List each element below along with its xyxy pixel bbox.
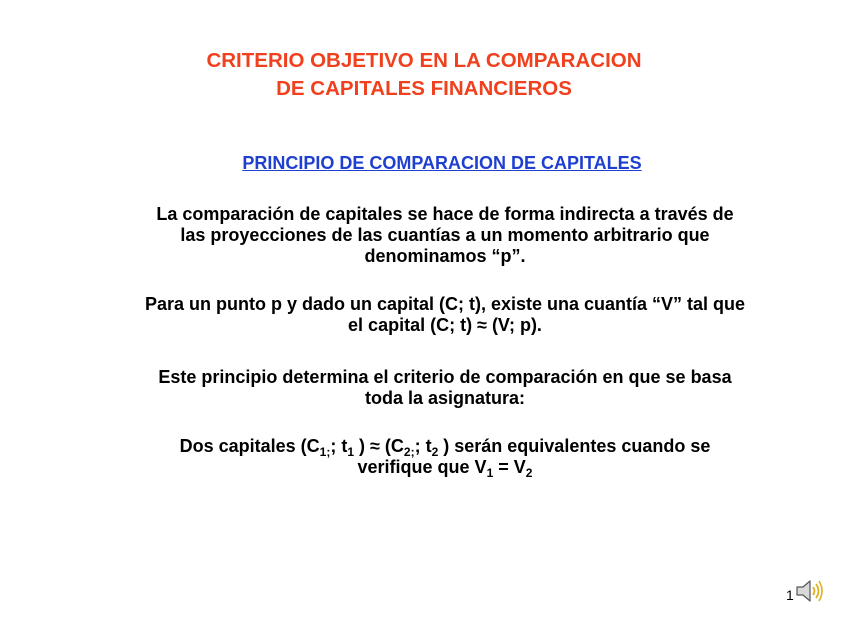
eq-text: verifique que V [357,457,487,477]
eq-text: ) ≈ (C [354,436,404,456]
paragraph-line: las proyecciones de las cuantías a un momento arbitrario que [180,225,710,245]
equivalence-line-1 [70,436,820,457]
eq-subscript: 1 [486,466,494,480]
speaker-icon-graphic [794,576,824,606]
paragraph-equivalence [70,436,820,478]
eq-text: ; t [330,436,348,456]
eq-text: Dos capitales (C [179,436,320,456]
eq-text: ) serán equivalentes cuando se [438,436,711,456]
eq-subscript: 2 [525,466,533,480]
slide-title-line-1: CRITERIO OBJETIVO EN LA COMPARACION [206,49,642,72]
paragraph-line: Para un punto p y dado un capital (C; t), existe una cuantía “V” tal que [144,294,746,314]
eq-text: ; t [414,436,432,456]
paragraph-point-p [60,294,830,336]
paragraph-line: toda la asignatura: [364,388,526,408]
paragraph-comparison [70,204,820,267]
speaker-icon[interactable] [794,576,824,606]
page-number: 1 [786,587,794,603]
paragraph-line: denominamos “p”. [364,246,526,266]
eq-subscript: 1; [319,445,331,459]
paragraph-line: el capital (C; t) ≈ (V; p). [348,315,542,335]
eq-text: = V [493,457,526,477]
paragraph-principle [70,367,820,409]
eq-subscript: 2; [403,445,415,459]
section-heading: PRINCIPIO DE COMPARACION DE CAPITALES [242,153,642,173]
eq-subscript: 1 [347,445,355,459]
slide-title-line-2: DE CAPITALES FINANCIEROS [276,77,572,100]
paragraph-line: La comparación de capitales se hace de forma indirecta a través de [156,204,734,224]
equivalence-line-2 [70,457,820,478]
slide-title [0,47,848,103]
eq-subscript: 2 [431,445,439,459]
paragraph-line: Este principio determina el criterio de comparación en que se basa [158,367,732,387]
